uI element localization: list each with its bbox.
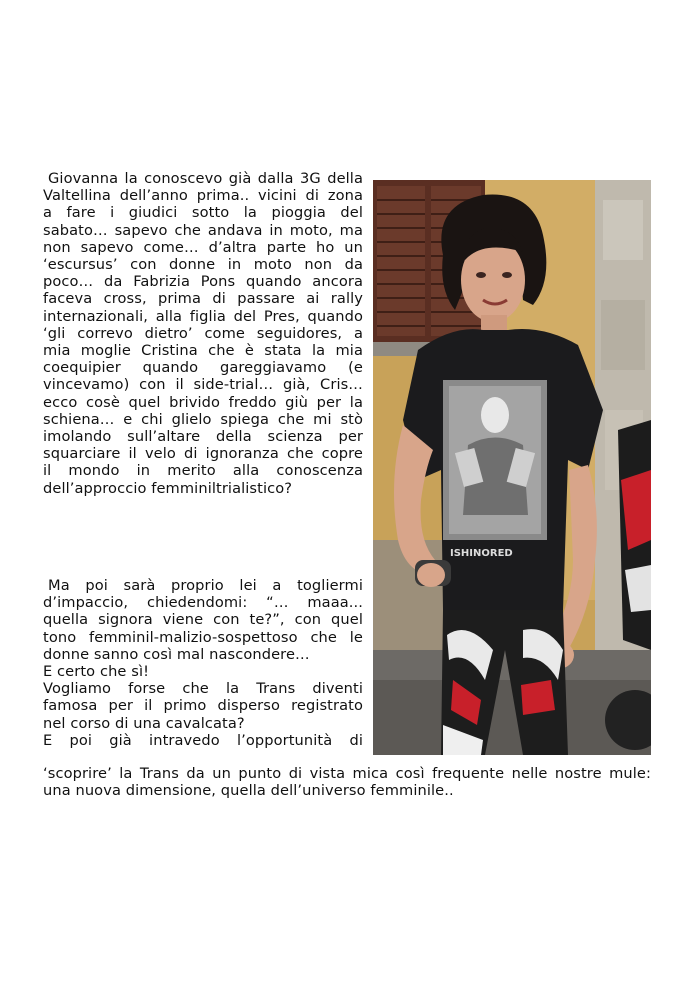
text-line: Valtellina dell’anno prima.. vicini di zona — [43, 187, 363, 205]
text-line: E certo che sì! — [43, 663, 150, 681]
text-line: dell’approccio femminiltrialistico? — [43, 479, 293, 497]
text-line: squarciare il velo di ignoranza che copre — [43, 445, 363, 463]
text-line: ‘escursus’ con donne in moto non da — [43, 256, 363, 274]
paragraph-intro — [43, 170, 363, 497]
text-line: non sapevo come… d’altra parte ho un — [43, 238, 363, 256]
text-line: Ma poi sarà proprio lei a togliermi — [48, 577, 363, 594]
text-line: coequipier quando gareggiavamo (e — [43, 359, 363, 377]
text-line: d’impaccio, chiedendomi: “… maaa... — [43, 594, 363, 612]
paragraph-question — [43, 577, 363, 749]
paragraph-conclusion — [43, 765, 651, 799]
text-line: Giovanna la conoscevo già dalla 3G della — [48, 170, 363, 187]
text-line: faceva cross, prima di passare ai rally — [43, 290, 363, 308]
text-line: tono femminil-malizio-sospettoso che le — [43, 628, 363, 646]
text-line: Vogliamo forse che la Trans diventi — [43, 680, 363, 698]
photo-woman-in-motocross-gear — [373, 180, 651, 755]
text-line: ecco cosè quel brivido freddo giù per la — [43, 393, 363, 411]
text-line: quella signora viene con te?”, con quel — [43, 611, 363, 629]
text-line: una nuova dimensione, quella dell’universo femminile.. — [43, 782, 454, 800]
text-line: donne sanno così mal nascondere… — [43, 645, 310, 663]
text-line: ‘scoprire’ la Trans da un punto di vista mica così frequente nelle nostre mule: — [43, 765, 651, 782]
text-line: a fare i giudici sotto la pioggia del — [43, 204, 363, 222]
text-line: vincevamo) con il side-trial… già, Cris… — [43, 376, 363, 394]
text-line: E poi già intravedo l’opportunità di — [43, 731, 363, 749]
photo-illustration — [373, 180, 651, 755]
text-line: sabato… sapevo che andava in moto, ma — [43, 221, 363, 239]
text-line: poco… da Fabrizia Pons quando ancora — [43, 273, 363, 291]
text-line: schiena… e chi glielo spiega che mi stò — [43, 410, 363, 428]
text-line: nel corso di una cavalcata? — [43, 714, 245, 732]
text-line: il mondo in merito alla conoscenza — [43, 462, 363, 480]
text-line: famosa per il primo disperso registrato — [43, 697, 363, 715]
text-line: ‘gli correvo dietro’ come seguidores, a — [43, 324, 363, 342]
text-line: imolando sull’altare della scienza per — [43, 428, 363, 446]
text-line: mia moglie Cristina che è stata la mia — [43, 342, 363, 360]
text-line: internazionali, alla figlia del Pres, quando — [43, 307, 363, 325]
shirt-print-text: ISHINORED — [450, 548, 513, 559]
